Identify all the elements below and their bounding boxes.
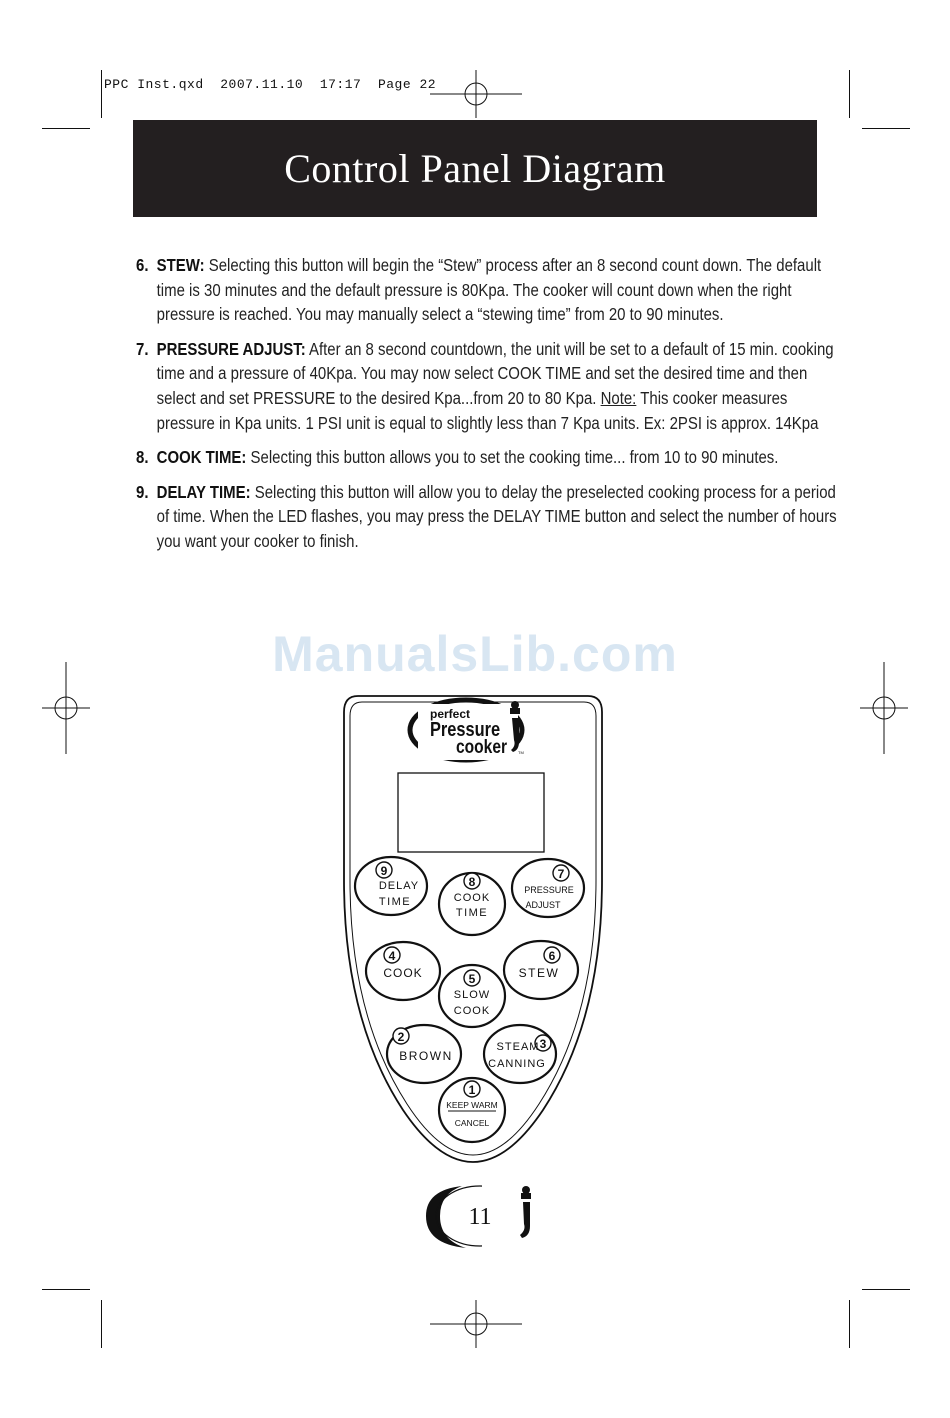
note-label: Note: xyxy=(600,387,637,408)
button-label: PRESSURE xyxy=(524,885,574,895)
button-number: 9 xyxy=(380,864,388,878)
button-label: COOK xyxy=(453,892,491,904)
list-item-cook-time xyxy=(136,445,845,470)
print-slug: PPC Inst.qxd 2007.11.10 17:17 Page 22 xyxy=(104,77,437,92)
crop-mark xyxy=(42,1289,90,1290)
crop-mark xyxy=(849,1300,850,1348)
steam-canning-button[interactable] xyxy=(484,1025,556,1083)
item-text: Selecting this button will begin the “Stew” process after an 8 second count down. The default time is 30 minutes and the default pressure is 80Kpa. The cooker will count down when the right pressure is reached. You may manually select a “stewing time” from 20 to 90 minutes. xyxy=(156,255,822,325)
button-number: 4 xyxy=(388,949,396,963)
brown-button[interactable] xyxy=(387,1025,461,1083)
button-number: 8 xyxy=(468,875,476,889)
button-number: 1 xyxy=(468,1083,476,1097)
logo-tm: TM xyxy=(518,750,524,755)
button-label: STEW xyxy=(518,966,560,980)
item-text: Selecting this button allows you to set the cooking time... from 10 to 90 minutes. xyxy=(250,447,779,468)
crop-mark xyxy=(101,70,102,118)
button-number: 7 xyxy=(557,867,565,881)
button-label: DELAY xyxy=(378,880,420,892)
list-item-pressure-adjust xyxy=(136,337,845,435)
stew-button[interactable] xyxy=(504,941,578,999)
item-text: Selecting this button will allow you to delay the preselected cooking process for a period of time. When the LED flashes, you may press the DELAY TIME button and select the number of hours you want your cooker to finish. xyxy=(156,481,837,551)
brand-logo xyxy=(410,700,524,760)
lcd-display xyxy=(398,773,544,852)
cook-button[interactable] xyxy=(366,942,440,1000)
button-label: BROWN xyxy=(399,1049,453,1063)
title-band xyxy=(133,120,817,217)
button-label: STEAM xyxy=(496,1041,540,1053)
slow-cook-button[interactable] xyxy=(439,965,505,1027)
item-number: 9. xyxy=(136,481,149,502)
pressure-adjust-button[interactable] xyxy=(512,859,584,917)
item-lead: DELAY TIME: xyxy=(156,481,251,502)
item-lead: PRESSURE ADJUST: xyxy=(156,338,306,359)
page-title: Control Panel Diagram xyxy=(284,146,666,191)
crop-mark xyxy=(849,70,850,118)
item-text: After an 8 second countdown, the unit will be set to a default of 15 min. cooking time and a pressure of 40Kpa. You may now select COOK TIME and set the desired time and then select and set PRESSURE to the desired Kpa...from 20 to 80 Kpa. xyxy=(156,338,834,408)
registration-mark-top xyxy=(430,70,522,118)
item-number: 6. xyxy=(136,255,149,275)
button-label: CANNING xyxy=(488,1058,546,1070)
item-number: 7. xyxy=(136,338,149,359)
button-number: 2 xyxy=(397,1030,405,1044)
item-lead: COOK TIME: xyxy=(156,447,247,468)
keep-warm-cancel-button[interactable] xyxy=(439,1078,505,1142)
button-label: TIME xyxy=(378,896,412,908)
control-panel-diagram xyxy=(338,690,608,1170)
button-label: KEEP WARM xyxy=(446,1100,498,1110)
button-label: COOK xyxy=(453,1005,491,1017)
button-number: 5 xyxy=(468,972,476,986)
button-number: 3 xyxy=(539,1037,547,1051)
page-number-emblem xyxy=(422,1182,542,1252)
logo-line-3: cooker xyxy=(456,735,508,758)
button-label: TIME xyxy=(455,907,489,919)
watermark: ManualsLib.com xyxy=(272,626,678,682)
button-label: ADJUST xyxy=(525,900,561,910)
button-label: SLOW xyxy=(453,989,491,1001)
logo-line-1: perfect xyxy=(430,707,471,721)
item-number: 8. xyxy=(136,447,149,468)
button-label: COOK xyxy=(383,966,423,980)
crop-mark xyxy=(862,1289,910,1290)
page-number: 11 xyxy=(468,1204,492,1230)
crop-mark xyxy=(862,128,910,129)
list-item-delay-time xyxy=(136,480,845,554)
note-text: This cooker measures pressure in Kpa units. 1 PSI unit is equal to slightly less than 7 Kpa units. Ex: 2PSI is approx. 14Kpa xyxy=(156,387,819,433)
description-list xyxy=(136,253,837,564)
crop-mark xyxy=(101,1300,102,1348)
button-number: 6 xyxy=(548,949,556,963)
logo-line-2: Pressure xyxy=(430,717,501,741)
cook-time-button[interactable] xyxy=(439,873,505,935)
crop-mark xyxy=(42,128,90,129)
button-label: CANCEL xyxy=(454,1118,490,1128)
list-item-stew xyxy=(136,253,845,327)
item-lead: STEW: xyxy=(156,255,205,275)
delay-time-button[interactable] xyxy=(355,857,427,915)
registration-mark-bottom xyxy=(430,1300,522,1348)
